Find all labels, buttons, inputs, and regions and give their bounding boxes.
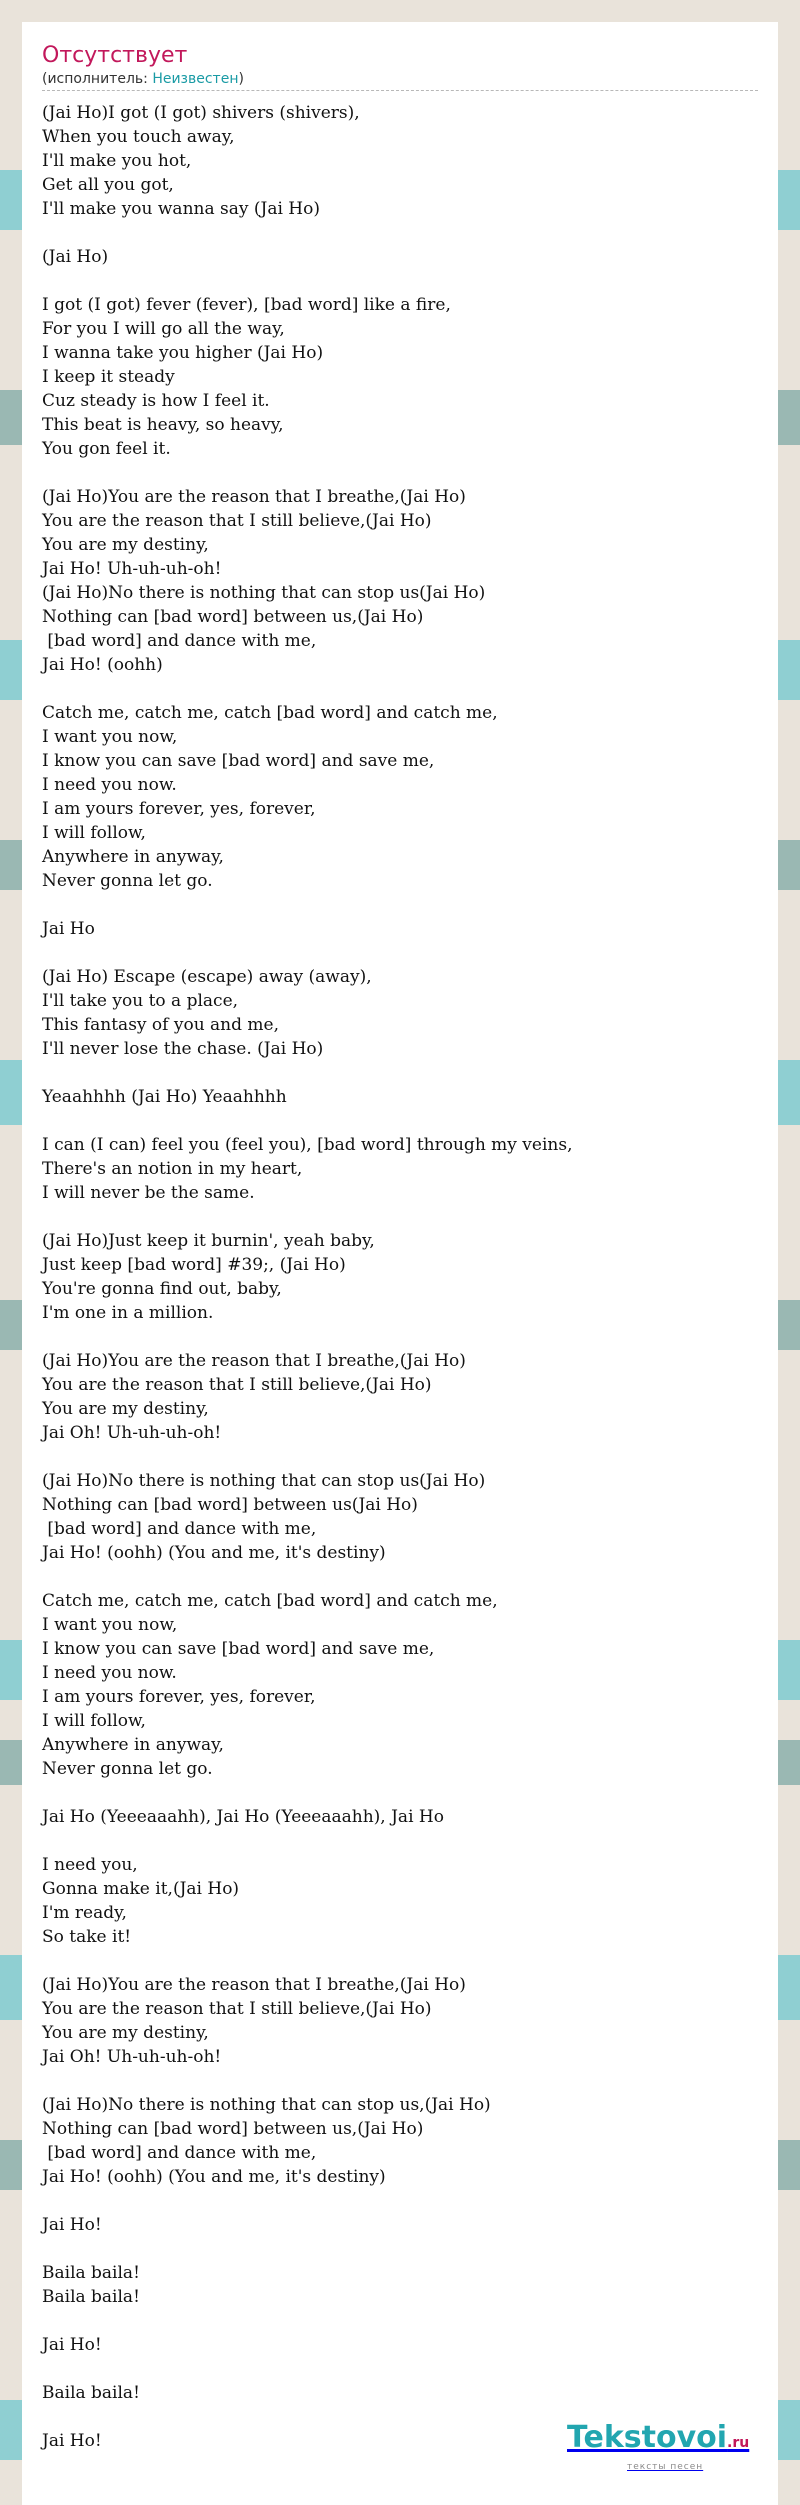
artist-line	[42, 70, 244, 88]
artist-prefix: (исполнитель:	[42, 71, 153, 87]
logo-wordmark	[567, 2420, 777, 2461]
logo-tld: .ru	[727, 2435, 750, 2451]
dashed-divider	[42, 90, 758, 91]
lyrics-text: (Jai Ho)I got (I got) shivers (shivers), When you touch away, I'll make you hot, Get all you got, I'll make you wanna say (Jai Ho) (Jai Ho) I got (I got) fever (fever), [bad word] like a fire, For you I will go all the way, I wanna take you higher (Jai Ho) I keep it steady Cuz steady is how I feel it. This beat is heavy, so heavy, You gon feel it. (Jai Ho)You are the reason that I breathe,(Jai Ho) You are the reason that I still believe,(Jai Ho) You are my destiny, Jai Ho! Uh-uh-uh-oh! (Jai Ho)No there is nothing that can stop us(Jai Ho) Nothing can [bad word] between us,(Jai Ho) [bad word] and dance with me, Jai Ho! (oohh) Catch me, catch me, catch [bad word] and catch me, I want you now, I know you can save [bad word] and save me, I need you now. I am yours forever, yes, forever, I will follow, Anywhere in anyway, Never gonna let go. Jai Ho (Jai Ho) Escape (escape) away (away), I'll take you to a place, This fantasy of you and me, I'll never lose the chase. (Jai Ho) Yeaahhhh (Jai Ho) Yeaahhhh I can (I can) feel you (feel you), [bad word] through my veins, There's an notion in my heart, I will never be the same. (Jai Ho)Just keep it burnin', yeah baby, Just keep [bad word] #39;, (Jai Ho) You're gonna find out, baby, I'm one in a million. (Jai Ho)You are the reason that I breathe,(Jai Ho) You are the reason that I still believe,(Jai Ho) You are my destiny, Jai Oh! Uh-uh-uh-oh! (Jai Ho)No there is nothing that can stop us(Jai Ho) Nothing can [bad word] between us(Jai Ho) [bad word] and dance with me, Jai Ho! (oohh) (You and me, it's destiny) Catch me, catch me, catch [bad word] and catch me, I want you now, I know you can save [bad word] and save me, I need you now. I am yours forever, yes, forever, I will follow, Anywhere in anyway, Never gonna let go. Jai Ho (Yeeeaaahh), Jai Ho (Yeeeaaahh), Jai Ho I need you, Gonna make it,(Jai Ho) I'm ready, So take it! (Jai Ho)You are the reason that I breathe,(Jai Ho) You are the reason that I still believe,(Jai Ho) You are my destiny, Jai Oh! Uh-uh-uh-oh! (Jai Ho)No there is nothing that can stop us,(Jai Ho) Nothing can [bad word] between us,(Jai Ho) [bad word] and dance with me, Jai Ho! (oohh) (You and me, it's destiny) Jai Ho! Baila baila! Baila baila! Jai Ho! Baila baila! Jai Ho!	[42, 103, 573, 2451]
lyrics-sheet	[22, 22, 778, 2505]
site-logo[interactable]	[567, 2420, 777, 2476]
song-title: Отсутствует	[42, 43, 188, 68]
artist-suffix: )	[238, 71, 244, 87]
artist-link[interactable]: Неизвестен	[152, 71, 239, 87]
logo-tagline: тексты песен	[627, 2462, 704, 2472]
logo-name: Tekstovoi	[567, 2420, 728, 2455]
